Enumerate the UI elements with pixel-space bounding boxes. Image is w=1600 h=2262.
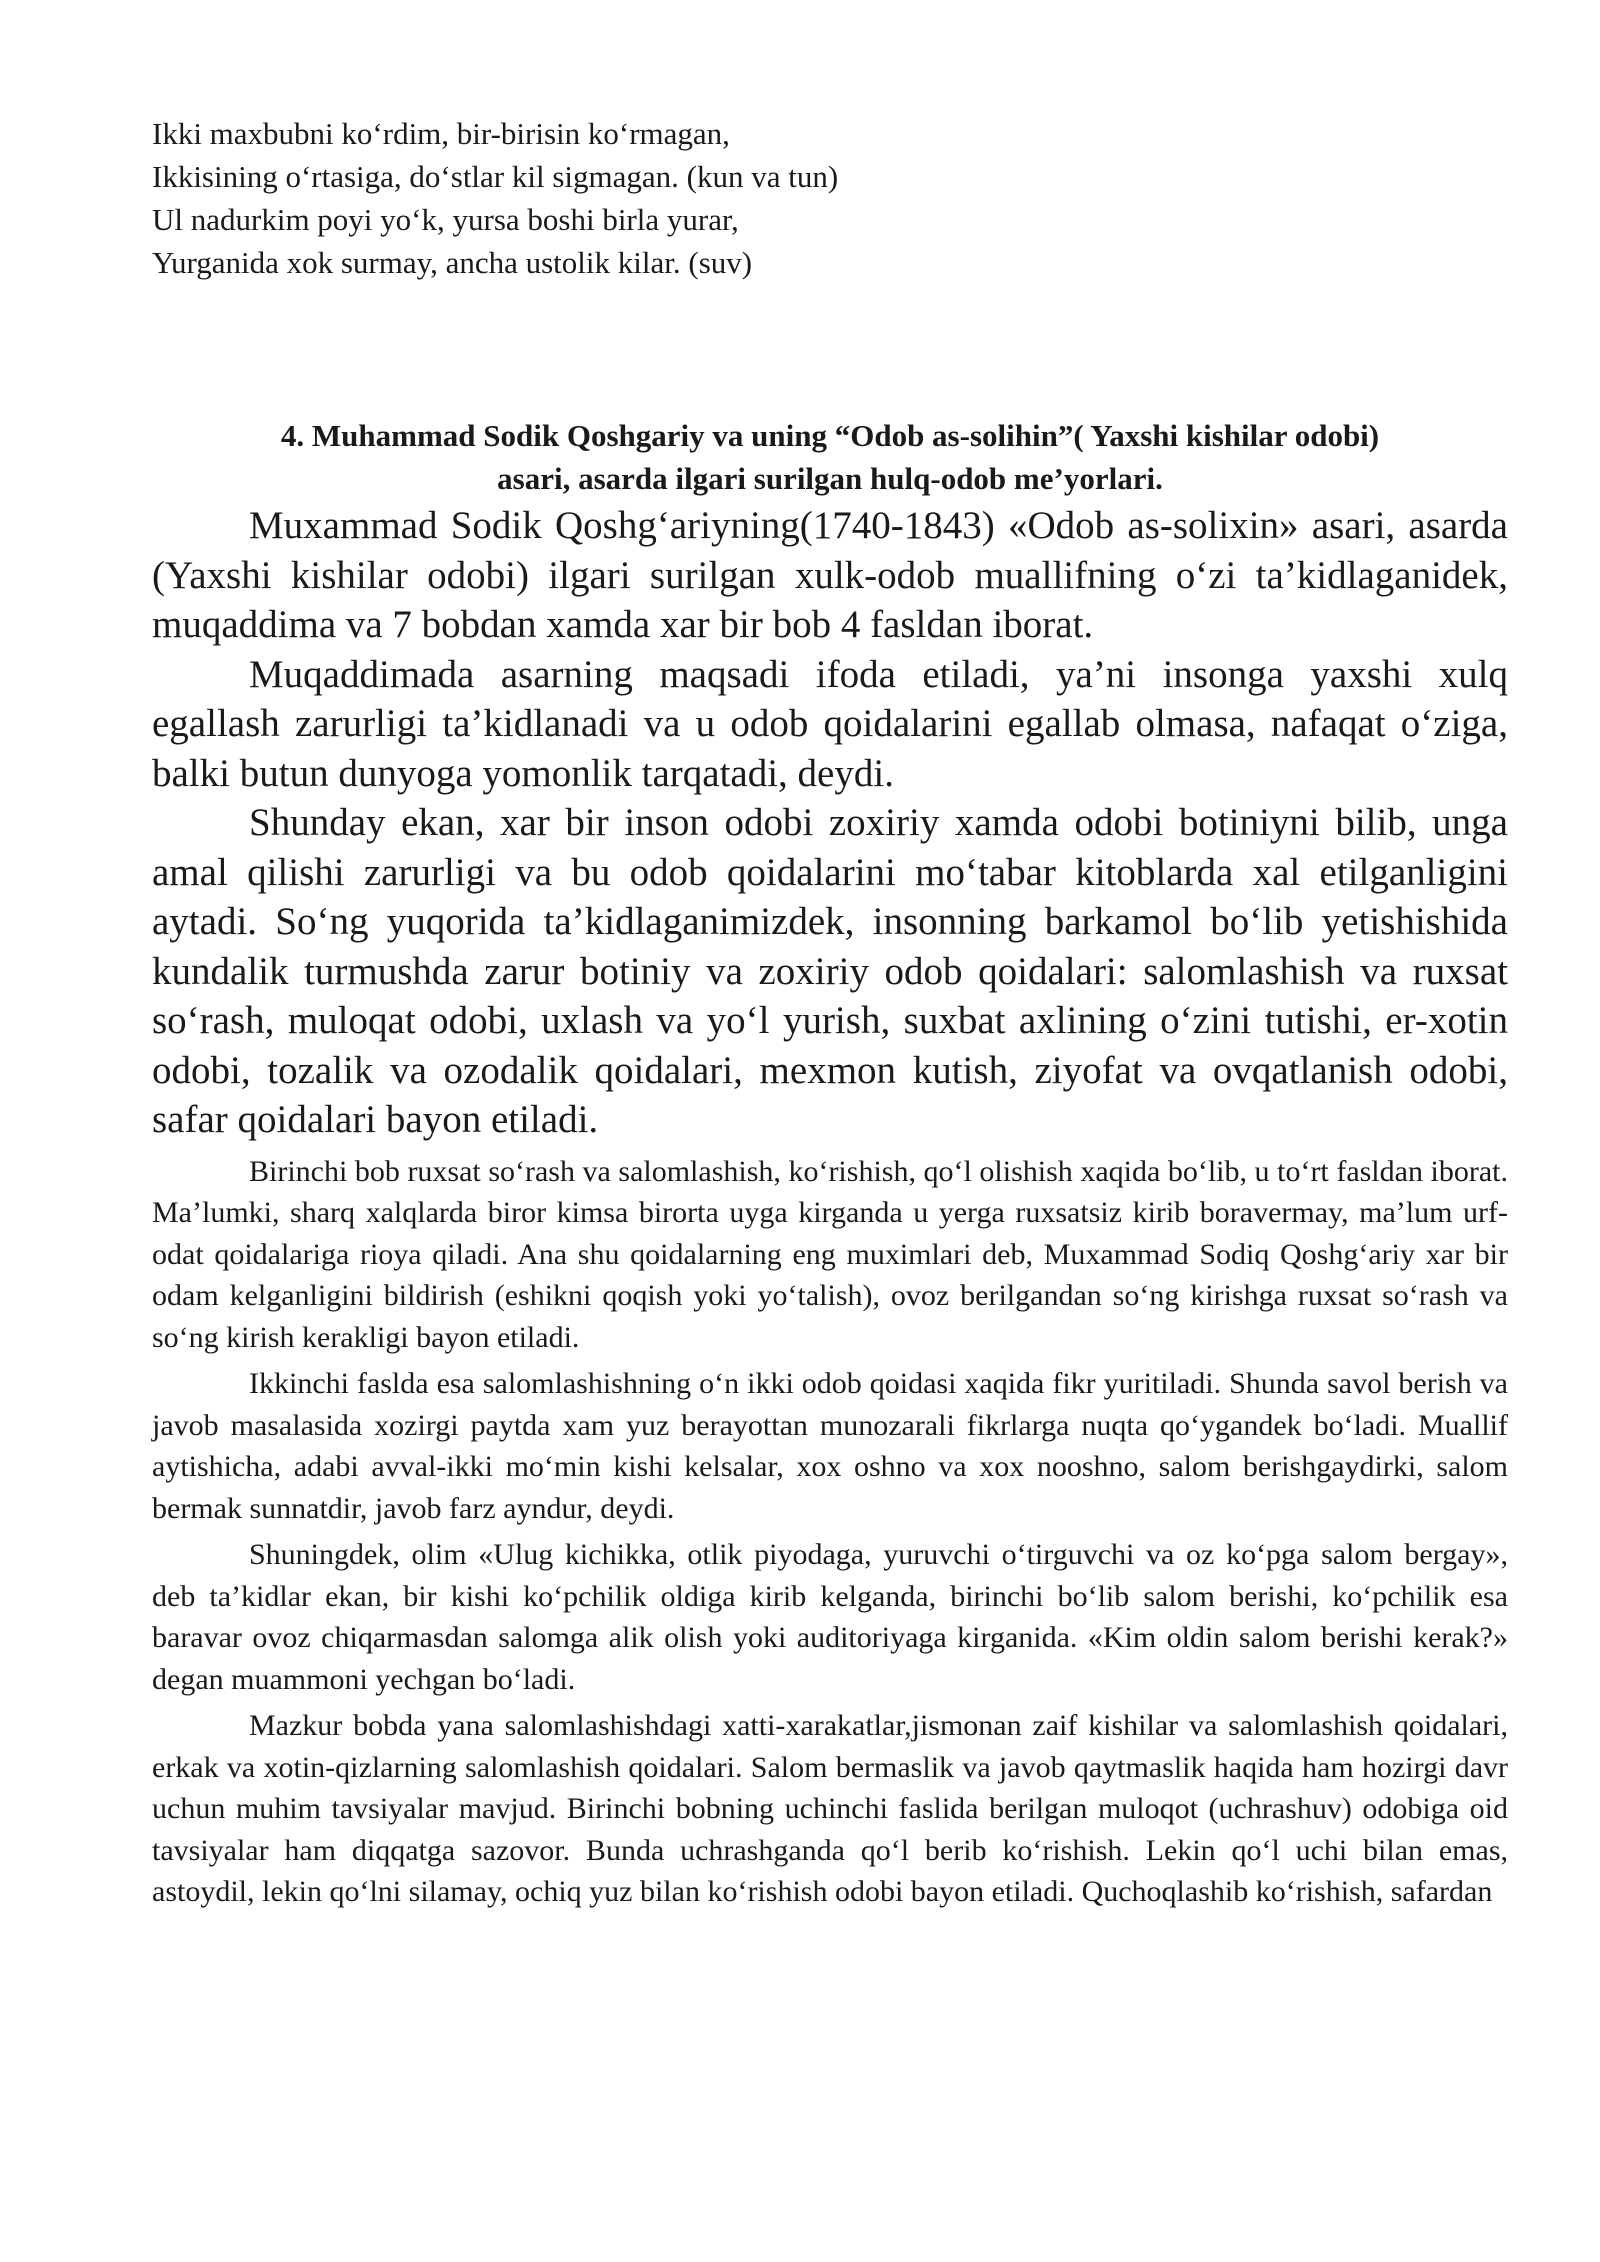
paragraph: Muqaddimada asarning maqsadi ifoda etiladi, ya’ni insonga yaxshi xulq egallash zarurligi ta’kidlanadi va u odob qoidalarini egallab olmasa, nafaqat o‘ziga, balki butun dunyoga yomonlik tarqatadi, deydi. — [152, 652, 1508, 795]
heading-line-2: asari, asarda ilgari surilgan hulq-odob me’yorlari. — [497, 461, 1163, 496]
paragraph: Birinchi bob ruxsat so‘rash va salomlashish, ko‘rishish, qo‘l olishish xaqida bo‘lib, u to‘rt fasldan iborat. Ma’lumki, sharq xalqlarda biror kimsa birorta uyga kirganda u yerga ruxsatsiz kirib boravermay, ma’lum urf-odat qoidalariga rioya qiladi. Ana shu qoidalarning eng muximlari deb, Muxammad Sodiq Qoshg‘ariy xar bir odam kelganligini bildirish (eshikni qoqish yoki yo‘talish), ovoz berilgandan so‘ng kirishga ruxsat so‘rash va so‘ng kirish kerakligi bayon etiladi. — [152, 1154, 1508, 1354]
paragraph: Shuningdek, olim «Ulug kichikka, otlik piyodaga, yuruvchi o‘tirguvchi va oz ko‘pga salom bergay», deb ta’kidlar ekan, bir kishi ko‘pchilik oldiga kirib kelganda, birinchi bo‘lib salom berishi, ko‘pchilik esa baravar ovoz chiqarmasdan salomga alik olish yoki auditoriyaga kirganida. «Kim oldin salom berishi kerak?» degan muammoni yechgan bo‘ladi. — [152, 1538, 1508, 1696]
paragraph: Shunday ekan, xar bir inson odobi zoxiriy xamda odobi botiniyni bilib, unga amal qilishi zarurligi va bu odob qoidalarini mo‘tabar kitoblarda xal etilganligini aytadi. So‘ng yuqorida ta’kidlaganimizdek, insonning barkamol bo‘lib yetishishida kundalik turmushda zarur botiniy va zoxiriy odob qoidalari: salomlashish va ruxsat so‘rash, muloqat odobi, uxlash va yo‘l yurish, suxbat axlining o‘zini tutishi, er-xotin odobi, tozalik va ozodalik qoidalari, mexmon kutish, ziyofat va ovqatlanish odobi, safar qoidalari bayon etiladi. — [152, 801, 1508, 1141]
heading-line-1: 4. Muhammad Sodik Qoshgariy va uning “Odob as-solihin”( Yaxshi kishilar odobi) — [280, 418, 1380, 453]
document-page — [152, 112, 1508, 1913]
large-text-block — [152, 501, 1508, 1145]
paragraph: Muxammad Sodik Qoshg‘ariyning(1740-1843) «Odob as-solixin» asari, asarda (Yaxshi kishilar odobi) ilgari surilgan xulk-odob muallifning o‘zi ta’kidlaganidek, muqaddima va 7 bobdan xamda xar bir bob 4 fasldan iborat. — [152, 504, 1508, 646]
paragraph: Ikkinchi faslda esa salomlashishning o‘n ikki odob qoidasi xaqida fikr yuritiladi. Shunda savol berish va javob masalasida xozirgi paytda xam yuz berayottan munozarali fikrlarga nuqta qo‘ygandek bo‘ladi. Muallif aytishicha, adabi avval-ikki mo‘min kishi kelsalar, xox oshno va xox nooshno, salom berishgaydirki, salom bermak sunnatdir, javob farz ayndur, deydi. — [152, 1367, 1508, 1525]
riddle-poem — [152, 112, 1508, 284]
poem-line: Ikki maxbubni ko‘rdim, bir-birisin ko‘rmagan, — [152, 116, 730, 151]
paragraph: Mazkur bobda yana salomlashishdagi xatti-xarakatlar,jismonan zaif kishilar va salomlashish qoidalari, erkak va xotin-qizlarning salomlashish qoidalari. Salom bermaslik va javob qaytmaslik haqida ham hozirgi davr uchun muhim tavsiyalar mavjud. Birinchi bobning uchinchi faslida berilgan muloqot (uchrashuv) odobiga oid tavsiyalar ham diqqatga sazovor. Bunda uchrashganda qo‘l berib ko‘rishish. Lekin qo‘l uchi bilan emas, astoydil, lekin qo‘lni silamay, ochiq yuz bilan ko‘rishish odobi bayon etiladi. Quchoqlashib ko‘rishish, safardan — [152, 1709, 1508, 1908]
poem-line: Ul nadurkim poyi yo‘k, yursa boshi birla yurar, — [152, 202, 739, 237]
poem-line: Yurganida xok surmay, ancha ustolik kilar. (suv) — [152, 245, 753, 280]
poem-line: Ikkisining o‘rtasiga, do‘stlar kil sigmagan. (kun va tun) — [152, 159, 839, 194]
section-heading — [152, 414, 1508, 500]
small-text-block — [152, 1151, 1508, 1913]
